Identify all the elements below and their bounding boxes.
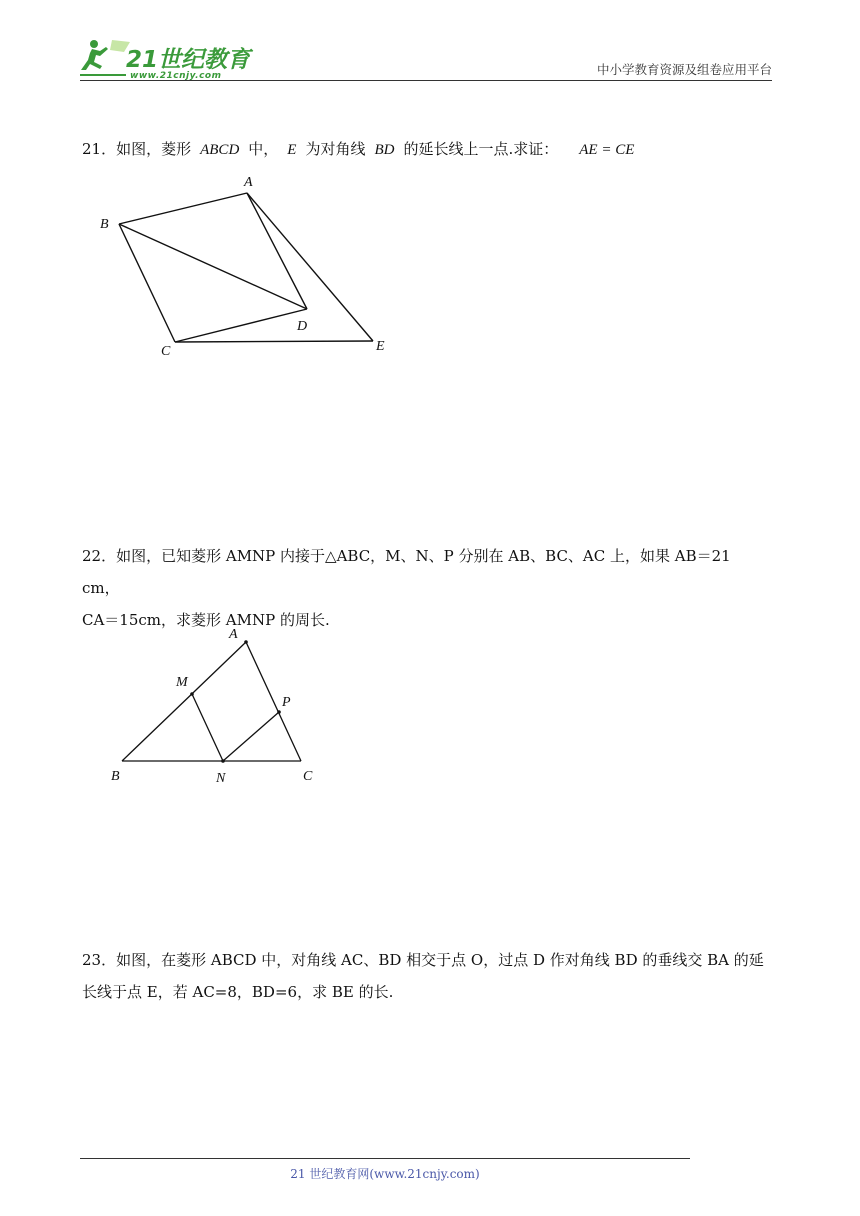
label-a: A xyxy=(244,175,253,190)
q21-text-2: 中， xyxy=(248,140,279,158)
seg-mn xyxy=(192,694,223,761)
header-platform-text: 中小学教育资源及组卷应用平台 xyxy=(596,62,772,77)
figure-21-rhombus xyxy=(95,168,400,363)
label-a: A xyxy=(229,627,238,642)
seg-ad xyxy=(247,193,307,309)
q23-line-1: 23．如图，在菱形 ABCD 中，对角线 AC、BD 相交于点 O，过点 D 作对角线 BD 的垂线交 BA 的延 xyxy=(82,951,764,969)
seg-ac xyxy=(246,642,301,761)
label-m: M xyxy=(176,675,188,690)
question-23-text xyxy=(82,944,772,1008)
q21-math-bd: BD xyxy=(374,142,395,158)
footer-link[interactable]: 21 世纪教育网(www.21cnjy.com) xyxy=(290,1167,480,1181)
seg-ba xyxy=(119,193,247,224)
question-number: 21． xyxy=(82,140,117,158)
logo-url: www.21cnjy.com xyxy=(130,71,222,81)
q21-text-3: 为对角线 xyxy=(305,140,366,158)
label-n: N xyxy=(216,771,226,786)
label-b: B xyxy=(100,217,109,232)
label-c: C xyxy=(303,769,313,784)
label-p: P xyxy=(282,695,291,710)
q21-math-abcd: ABCD xyxy=(200,142,240,158)
q22-line-2: CA＝15cm，求菱形 AMNP 的周长. xyxy=(82,611,330,629)
site-logo xyxy=(78,36,254,82)
q21-math-e: E xyxy=(287,142,297,158)
q23-line-2: 长线于点 E，若 AC=8，BD=6，求 BE 的长. xyxy=(82,983,394,1001)
seg-np xyxy=(223,712,279,761)
logo-text: 21世纪教育 xyxy=(126,47,251,73)
figure-22-triangle xyxy=(105,620,330,790)
label-c: C xyxy=(161,344,171,359)
header-divider xyxy=(80,80,772,81)
q21-text-4: 的延长线上一点.求证： xyxy=(403,140,559,158)
label-d: D xyxy=(297,319,308,334)
label-e: E xyxy=(376,339,385,354)
seg-be xyxy=(119,224,307,309)
q22-line-1: 22．如图，已知菱形 AMNP 内接于△ABC，M、N、P 分别在 AB、BC、AC 上，如果 AB＝21 cm， xyxy=(82,547,731,597)
seg-bc xyxy=(119,224,175,342)
q21-math-ae-ce: AE = CE xyxy=(579,142,635,158)
seg-ce xyxy=(175,341,373,342)
question-21-text xyxy=(82,133,772,166)
seg-ab xyxy=(122,642,246,761)
runner-icon xyxy=(81,40,130,70)
seg-cd xyxy=(175,309,307,342)
q21-intro: 如图，菱形 xyxy=(116,140,192,158)
label-b: B xyxy=(111,769,120,784)
footer-divider xyxy=(80,1158,690,1159)
